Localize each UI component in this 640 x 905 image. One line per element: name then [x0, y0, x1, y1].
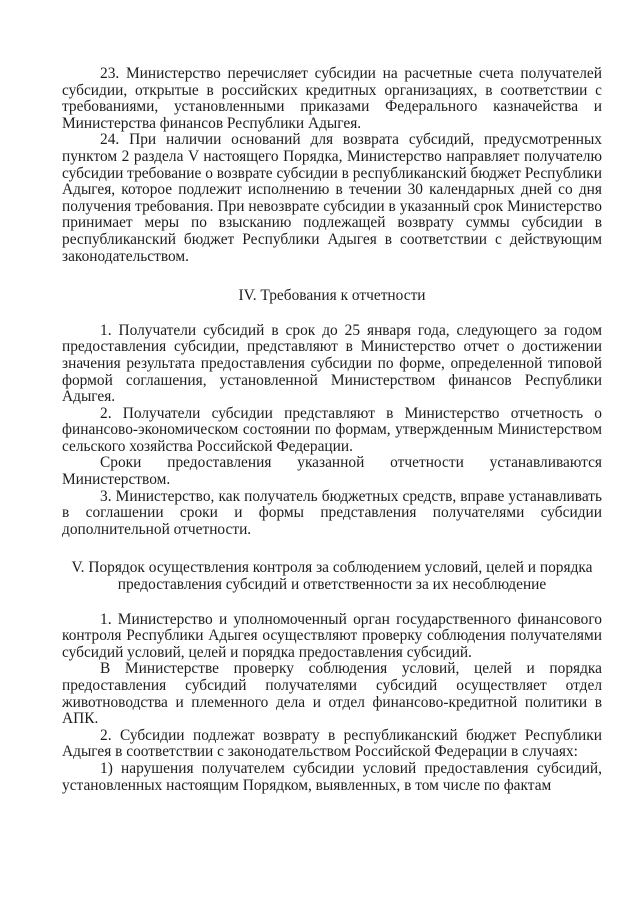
section-4-paragraph-2: 2. Получатели субсидии представляют в Министерство отчетность о финансово-экономическом состоянии по формам, утвержденным Министерством сельского хозяйства Российской Федерации. — [62, 404, 602, 455]
section-5-paragraph-2: 2. Субсидии подлежат возврату в республиканский бюджет Республики Адыгея в соответствии с законодательством Российской Федерации в случаях: — [62, 726, 602, 761]
section-4-paragraph-3: 3. Министерство, как получатель бюджетных средств, вправе устанавливать в соглашении сроки и формы представления получателями субсидии дополнительной отчетности. — [62, 487, 602, 538]
section-5-title-line-2: предоставления субсидий и ответственности за их несоблюдение — [117, 576, 547, 594]
section-4-paragraph-1: 1. Получатели субсидий в срок до 25 января года, следующего за годом предоставления субсидии, представляют в Министерство отчет о достижении значения результата предоставления субсидии по форме, определенной типовой формой соглашения, установленной Министерством финансов Республики Адыгея. — [62, 321, 602, 406]
section-4-paragraph-deadlines: Сроки предоставления указанной отчетности устанавливаются Министерством. — [62, 454, 602, 489]
section-5-item-1: 1) нарушения получателем субсидии условий предоставления субсидий, установленных настоящим Порядком, выявленных, в том числе по фактам — [62, 759, 602, 794]
section-5-title-line-1: V. Порядок осуществления контроля за соблюдением условий, целей и порядка — [71, 559, 593, 577]
document-page — [62, 66, 602, 794]
paragraph-24: 24. При наличии оснований для возврата субсидий, предусмотренных пунктом 2 раздела V настоящего Порядка, Министерство направляет получателю субсидии требование о возврате субсидии в республиканский бюджет Республики Адыгея, которое подлежит исполнению в течении 30 календарных дней со дня получения требования. При невозврате субсидии в указанный срок Министерство принимает меры по взысканию подлежащей возврату суммы субсидии в республиканский бюджет Республики Адыгея в соответствии с действующим законодательством. — [62, 131, 602, 265]
section-5-paragraph-1: 1. Министерство и уполномоченный орган государственного финансового контроля Республики Адыгея осуществляют проверку соблюдения получателями субсидий условий, целей и порядка предоставления субсидий. — [62, 610, 602, 661]
section-5-title — [62, 560, 602, 593]
section-5-paragraph-ministry-check: В Министерстве проверку соблюдения условий, целей и порядка предоставления субсидий получателями субсидий осуществляет отдел животноводства и племенного дела и отдел финансово-кредитной политики в АПК. — [62, 660, 602, 728]
paragraph-23: 23. Министерство перечисляет субсидии на расчетные счета получателей субсидии, открытые в российских кредитных организациях, в соответствии с требованиями, установленными приказами Федерального казначейства и Министерства финансов Республики Адыгея. — [62, 65, 602, 132]
section-4-title: IV. Требования к отчетности — [238, 287, 426, 305]
